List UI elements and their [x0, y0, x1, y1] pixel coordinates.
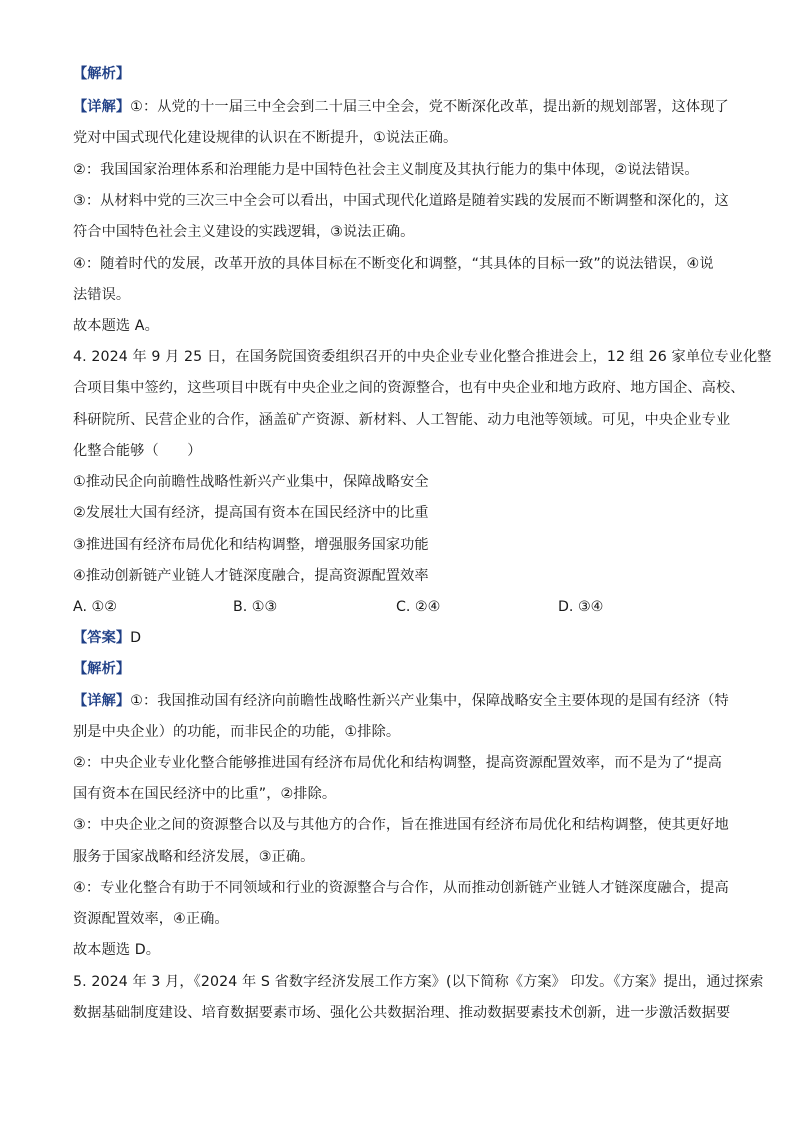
text-line: 法错误。 [73, 287, 131, 303]
text-line: 数据基础制度建设、培育数据要素市场、强化公共数据治理、推动数据要素技术创新，进一步激活数据要 [73, 1005, 731, 1021]
option-d: D. ③④ [558, 599, 604, 615]
option-b: B. ①③ [233, 599, 278, 615]
conclusion-line: 故本题选 A。 [73, 318, 159, 334]
text-line: 科研院所、民营企业的合作，涵盖矿产资源、新材料、人工智能、动力电池等领域。可见，中央企业专业 [73, 412, 731, 428]
text-line: ④：随着时代的发展，改革开放的具体目标在不断变化和调整，“其具体的目标一致”的说法错误，④说 [73, 256, 714, 272]
text-line: ②：我国国家治理体系和治理能力是中国特色社会主义制度及其执行能力的集中体现，②说法错误。 [73, 162, 699, 178]
text-line: 党对中国式现代化建设规律的认识在不断提升，①说法正确。 [73, 130, 458, 146]
text-line: ①：我国推动国有经济向前瞻性战略性新兴产业集中，保障战略安全主要体现的是国有经济（特 [130, 693, 729, 709]
text-line: ③：从材料中党的三次三中全会可以看出，中国式现代化道路是随着实践的发展而不断调整和深化的，这 [73, 193, 729, 209]
analysis-label: 【解析】 [73, 66, 131, 82]
statement-item-3: ③推进国有经济布局优化和结构调整，增强服务国家功能 [73, 537, 429, 553]
text-line: 别是中央企业）的功能，而非民企的功能，①排除。 [73, 724, 401, 740]
answer-value: D [130, 630, 142, 646]
text-line: 资源配置效率，④正确。 [73, 911, 229, 927]
option-c: C. ②④ [396, 599, 441, 615]
explanation-paragraph-1 [73, 691, 729, 711]
detail-label: 【详解】 [73, 693, 131, 709]
answer-label: 【答案】 [73, 630, 131, 646]
explanation-paragraph-1 [73, 97, 729, 117]
statement-item-4: ④推动创新链产业链人才链深度融合，提高资源配置效率 [73, 568, 429, 584]
statement-item-2: ②发展壮大国有经济，提高国有资本在国民经济中的比重 [73, 505, 429, 521]
analysis-label: 【解析】 [73, 661, 131, 677]
statement-item-1: ①推动民企向前瞻性战略性新兴产业集中，保障战略安全 [73, 474, 429, 490]
text-line: ③：中央企业之间的资源整合以及与其他方的合作，旨在推进国有经济布局优化和结构调整，使其更好地 [73, 817, 729, 833]
text-line: ②：中央企业专业化整合能够推进国有经济布局优化和结构调整，提高资源配置效率，而不是为了“提高 [73, 755, 722, 771]
question-5-stem: 5. 2024 年 3 月，《2024 年 S 省数字经济发展工作方案》(以下简称《方案》 印发。《方案》提出，通过探索 [73, 974, 764, 990]
text-line: 化整合能够（ ） [73, 443, 202, 459]
text-line: 合项目集中签约，这些项目中既有中央企业之间的资源整合，也有中央企业和地方政府、地方国企、高校、 [73, 380, 745, 396]
conclusion-line: 故本题选 D。 [73, 942, 161, 958]
text-line: ④：专业化整合有助于不同领域和行业的资源整合与合作，从而推动创新链产业链人才链深度融合，提高 [73, 880, 729, 896]
question-4-stem: 4. 2024 年 9 月 25 日，在国务院国资委组织召开的中央企业专业化整合推进会上，12 组 26 家单位专业化整 [73, 349, 772, 365]
text-line: 符合中国特色社会主义建设的实践逻辑，③说法正确。 [73, 224, 415, 240]
text-line: 服务于国家战略和经济发展，③正确。 [73, 849, 315, 865]
text-line: ①：从党的十一届三中全会到二十届三中全会，党不断深化改革，提出新的规划部署，这体现了 [130, 99, 729, 115]
answer-line [73, 628, 141, 648]
option-a: A. ①② [73, 599, 117, 615]
detail-label: 【详解】 [73, 99, 131, 115]
text-line: 国有资本在国民经济中的比重”，②排除。 [73, 786, 337, 802]
